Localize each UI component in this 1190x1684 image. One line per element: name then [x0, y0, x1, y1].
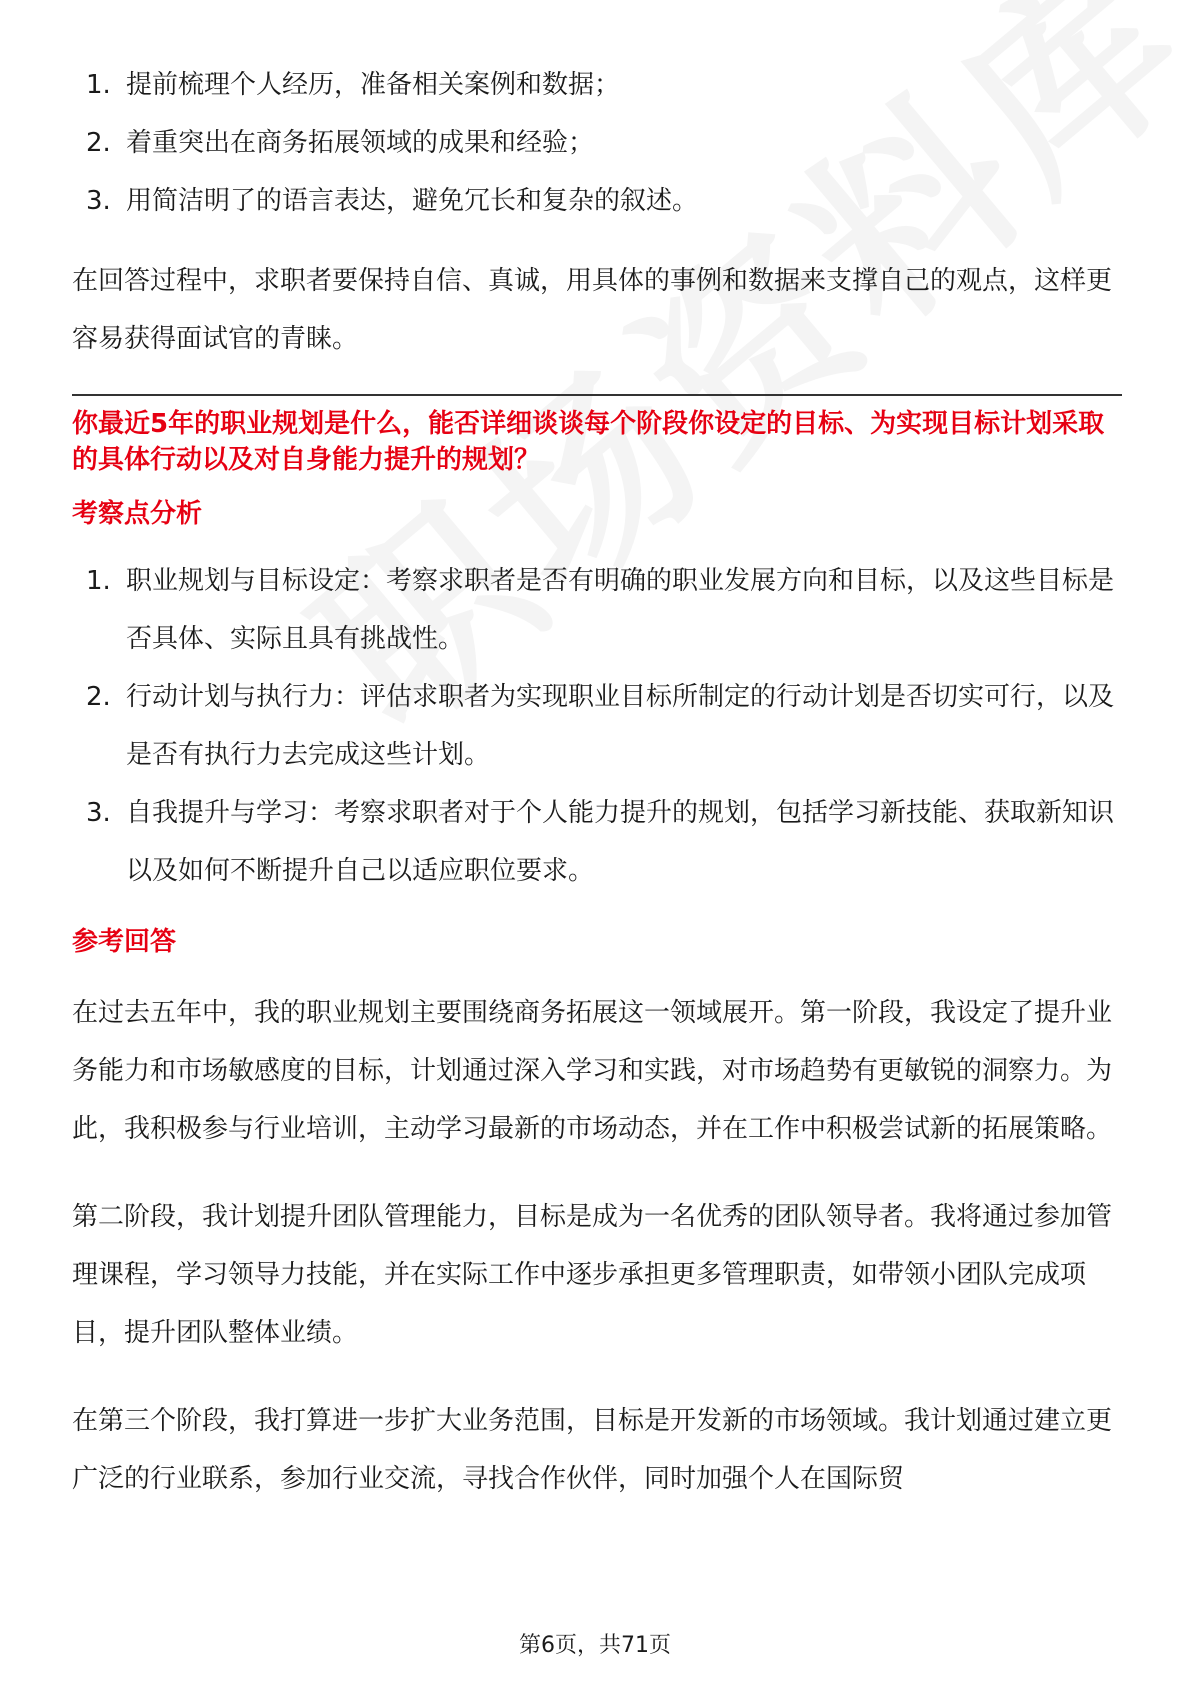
list-number: 1.: [86, 566, 111, 596]
list-text: 用简洁明了的语言表达，避免冗长和复杂的叙述。: [126, 186, 699, 216]
list-text: 自我提升与学习：考察求职者对于个人能力提升的规划，包括学习新技能、获取新知识以及如何不断提升自己以适应职位要求。: [126, 798, 1115, 886]
intro-paragraph: 在回答过程中，求职者要保持自信、真诚，用具体的事例和数据来支撑自己的观点，这样更容易获得面试官的青睐。: [72, 266, 1113, 354]
list-text: 着重突出在商务拓展领域的成果和经验；: [126, 128, 595, 158]
answer-paragraph: 在过去五年中，我的职业规划主要围绕商务拓展这一领域展开。第一阶段，我设定了提升业务能力和市场敏感度的目标，计划通过深入学习和实践，对市场趋势有更敏锐的洞察力。为此，我积极参与行业培训，主动学习最新的市场动态，并在工作中积极尝试新的拓展策略。: [72, 998, 1113, 1144]
answer-paragraph: 第二阶段，我计划提升团队管理能力，目标是成为一名优秀的团队领导者。我将通过参加管理课程，学习领导力技能，并在实际工作中逐步承担更多管理职责，如带领小团队完成项目，提升团队整体业绩。: [72, 1202, 1113, 1348]
list-item: [72, 784, 1122, 900]
list-number: 1.: [86, 70, 111, 100]
list-text: 提前梳理个人经历，准备相关案例和数据；: [126, 70, 621, 100]
answer-heading: 参考回答: [72, 927, 177, 957]
analysis-list: [72, 552, 1122, 900]
list-text: 职业规划与目标设定：考察求职者是否有明确的职业发展方向和目标，以及这些目标是否具体、实际且具有挑战性。: [126, 566, 1115, 654]
list-item: [72, 552, 1122, 668]
list-item: [72, 668, 1122, 784]
answer-paragraph: 在第三个阶段，我打算进一步扩大业务范围，目标是开发新的市场领域。我计划通过建立更广泛的行业联系，参加行业交流，寻找合作伙伴，同时加强个人在国际贸: [72, 1406, 1113, 1494]
list-item: [72, 114, 1122, 172]
list-text: 行动计划与执行力：评估求职者为实现职业目标所制定的行动计划是否切实可行，以及是否有执行力去完成这些计划。: [126, 682, 1115, 770]
list-number: 3.: [86, 798, 111, 828]
page-content: [72, 56, 1122, 1508]
list-number: 2.: [86, 128, 111, 158]
list-number: 2.: [86, 682, 111, 712]
list-item: [72, 172, 1122, 230]
analysis-heading: 考察点分析: [72, 499, 203, 529]
page-footer: 第6页，共71页: [519, 1633, 671, 1658]
list-item: [72, 56, 1122, 114]
intro-list: [72, 56, 1122, 230]
list-number: 3.: [86, 186, 111, 216]
section-divider: [72, 394, 1122, 396]
question-heading: 你最近5年的职业规划是什么，能否详细谈谈每个阶段你设定的目标、为实现目标计划采取的具体行动以及对自身能力提升的规划？: [72, 409, 1105, 475]
